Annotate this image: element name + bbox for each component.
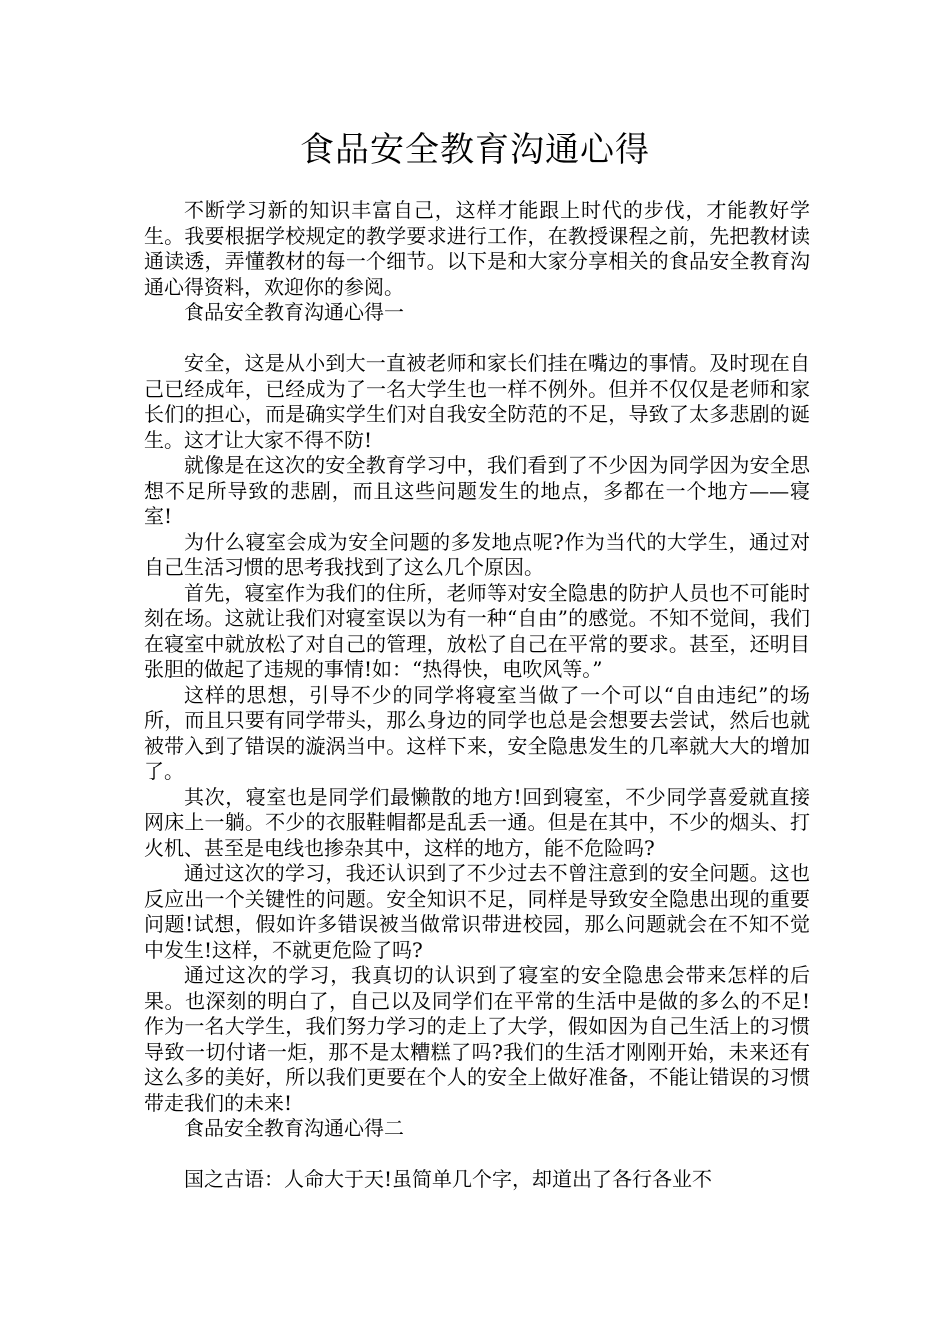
body-paragraph: 通过这次的学习，我还认识到了不少过去不曾注意到的安全问题。这也反应出一个关键性的问题。安全知识不足，同样是导致安全隐患出现的重要问题!试想，假如许多错误被当做常识带进校园，那么问题就会在不知不觉中发生!这样，不就更危险了吗? bbox=[144, 861, 810, 962]
body-paragraph: 为什么寝室会成为安全问题的多发地点呢?作为当代的大学生，通过对自己生活习惯的思考我找到了这么几个原因。 bbox=[144, 529, 810, 579]
section-heading-2: 食品安全教育沟通心得二 bbox=[184, 1116, 404, 1140]
document-title: 食品安全教育沟通心得 bbox=[300, 130, 650, 170]
blank-line bbox=[144, 326, 810, 352]
body-paragraph: 通过这次的学习，我真切的认识到了寝室的安全隐患会带来怎样的后果。也深刻的明白了，自己以及同学们在平常的生活中是做的多么的不足!作为一名大学生，我们努力学习的走上了大学，假如因为自己生活上的习惯导致一切付诸一炬，那不是太糟糕了吗?我们的生活才刚刚开始，未来还有这么多的美好，所以我们更要在个人的安全上做好准备，不能让错误的习惯带走我们的未来! bbox=[144, 963, 810, 1115]
body-paragraph: 这样的思想，引导不少的同学将寝室当做了一个可以“自由违纪”的场所，而且只要有同学带头，那么身边的同学也总是会想要去尝试，然后也就被带入到了错误的漩涡当中。这样下来，安全隐患发生的几率就大大的增加了。 bbox=[144, 682, 810, 783]
intro-paragraph: 不断学习新的知识丰富自己，这样才能跟上时代的步伐，才能教好学生。我要根据学校规定的教学要求进行工作，在教授课程之前，先把教材读通读透，弄懂教材的每一个细节。以下是和大家分享相关的食品安全教育沟通心得资料，欢迎你的参阅。 bbox=[144, 198, 810, 299]
body-paragraph: 其次，寝室也是同学们最懒散的地方!回到寝室，不少同学喜爱就直接网床上一躺。不少的衣服鞋帽都是乱丢一通。但是在其中，不少的烟头、打火机、甚至是电线也掺杂其中，这样的地方，能不危险吗? bbox=[144, 784, 810, 860]
document-body bbox=[144, 198, 810, 1193]
body-paragraph: 就像是在这次的安全教育学习中，我们看到了不少因为同学因为安全思想不足所导致的悲剧，而且这些问题发生的地点，多都在一个地方——寝室! bbox=[144, 453, 810, 528]
body-paragraph: 安全，这是从小到大一直被老师和家长们挂在嘴边的事情。及时现在自己已经成年，已经成为了一名大学生也一样不例外。但并不仅仅是老师和家长们的担心，而是确实学生们对自我安全防范的不足，导致了太多悲剧的诞生。这才让大家不得不防! bbox=[144, 351, 810, 452]
blank-line bbox=[144, 1142, 810, 1168]
body-paragraph: 国之古语：人命大于天!虽简单几个字，却道出了各行各业不 bbox=[184, 1167, 713, 1191]
body-paragraph: 首先，寝室作为我们的住所，老师等对安全隐患的防护人员也不可能时刻在场。这就让我们对寝室误以为有一种“自由”的感觉。不知不觉间，我们在寝室中就放松了对自己的管理，放松了自己在平常的要求。甚至，还明目张胆的做起了违规的事情!如：“热得快，电吹风等。” bbox=[144, 580, 810, 681]
section-heading-1: 食品安全教育沟通心得一 bbox=[184, 300, 404, 324]
